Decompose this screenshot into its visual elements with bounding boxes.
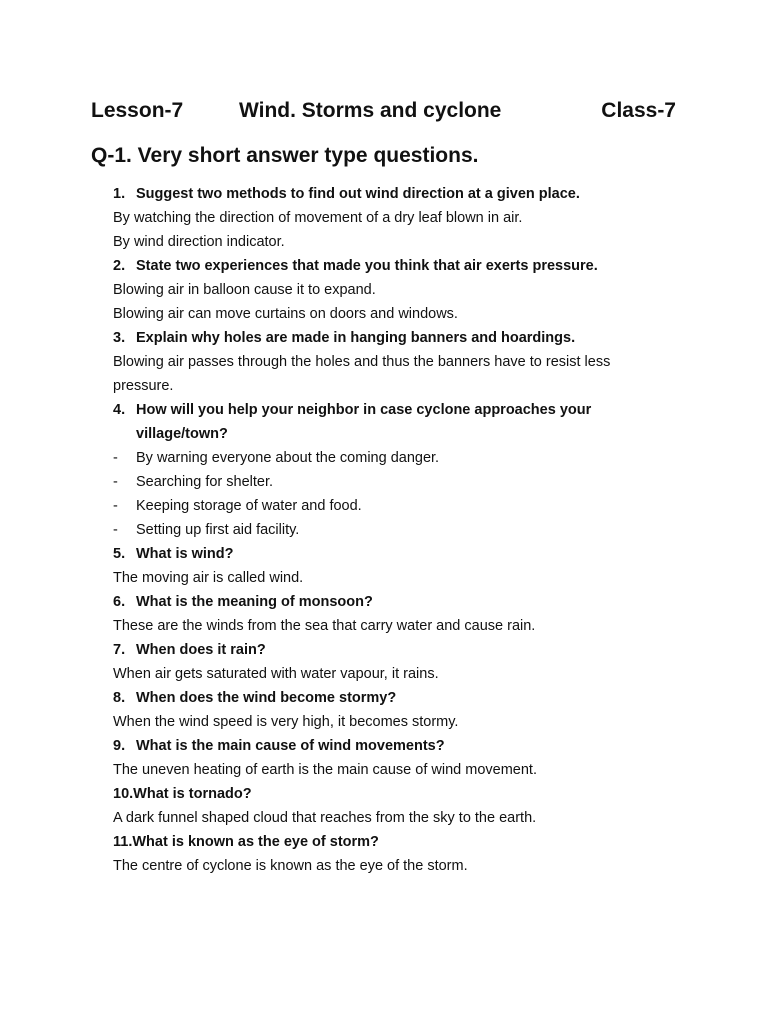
- question-5: [113, 542, 693, 566]
- question-text: What is the meaning of monsoon?: [136, 594, 373, 610]
- question-1: [113, 182, 693, 206]
- bullet-dash: -: [113, 498, 118, 514]
- lesson-title: Wind. Storms and cyclone: [239, 99, 502, 122]
- question-number: 7.: [113, 642, 126, 658]
- class-label: Class-7: [601, 99, 676, 122]
- answer-line: When the wind speed is very high, it becomes stormy.: [113, 714, 459, 730]
- answer-line: The centre of cyclone is known as the eye of the storm.: [113, 858, 468, 874]
- question-text: What is wind?: [136, 546, 234, 562]
- bullet-item: [113, 494, 693, 518]
- question-number: 11.: [113, 834, 133, 850]
- bullet-dash: -: [113, 522, 118, 538]
- question-text: State two experiences that made you think that air exerts pressure.: [136, 258, 598, 274]
- question-10: [113, 782, 693, 806]
- question-11: [113, 830, 693, 854]
- answer-line: These are the winds from the sea that carry water and cause rain.: [113, 618, 536, 634]
- answer-line: Blowing air can move curtains on doors and windows.: [113, 306, 458, 322]
- bullet-item: [113, 446, 693, 470]
- answer-line: When air gets saturated with water vapour, it rains.: [113, 666, 439, 682]
- answer-line: The uneven heating of earth is the main cause of wind movement.: [113, 762, 537, 778]
- question-number: 3.: [113, 330, 126, 346]
- section-title: Q-1. Very short answer type questions.: [91, 144, 479, 167]
- question-2: [113, 254, 693, 278]
- question-7: [113, 638, 693, 662]
- question-number: 5.: [113, 546, 126, 562]
- question-text: When does the wind become stormy?: [136, 690, 397, 706]
- answer-line: Blowing air passes through the holes and thus the banners have to resist less pressure.: [113, 354, 611, 394]
- question-text: What is the main cause of wind movements?: [136, 738, 445, 754]
- bullet-text: Keeping storage of water and food.: [136, 498, 362, 514]
- bullet-text: By warning everyone about the coming danger.: [136, 450, 440, 466]
- question-number: 9.: [113, 738, 126, 754]
- question-number: 10.: [113, 786, 134, 802]
- answer-line: By watching the direction of movement of a dry leaf blown in air.: [113, 210, 523, 226]
- question-text: How will you help your neighbor in case cyclone approaches your village/town?: [136, 402, 592, 442]
- bullet-item: [113, 470, 693, 494]
- question-number: 8.: [113, 690, 126, 706]
- answer-line: The moving air is called wind.: [113, 570, 304, 586]
- question-number: 4.: [113, 402, 126, 418]
- question-8: [113, 686, 693, 710]
- bullet-text: Searching for shelter.: [136, 474, 274, 490]
- question-3: [113, 326, 693, 350]
- lesson-header: [91, 96, 676, 126]
- question-number: 2.: [113, 258, 126, 274]
- question-list: [113, 182, 693, 878]
- question-text: When does it rain?: [136, 642, 266, 658]
- bullet-dash: -: [113, 474, 118, 490]
- question-text: Explain why holes are made in hanging banners and hoardings.: [136, 330, 576, 346]
- question-6: [113, 590, 693, 614]
- answer-line: By wind direction indicator.: [113, 234, 285, 250]
- bullet-item: [113, 518, 693, 542]
- answer-line: Blowing air in balloon cause it to expand.: [113, 282, 376, 298]
- question-text: What is tornado?: [133, 786, 252, 802]
- bullet-dash: -: [113, 450, 118, 466]
- question-text: Suggest two methods to find out wind direction at a given place.: [136, 186, 580, 202]
- question-9: [113, 734, 693, 758]
- answer-line: A dark funnel shaped cloud that reaches from the sky to the earth.: [113, 810, 537, 826]
- question-text: What is known as the eye of storm?: [132, 834, 379, 850]
- bullet-text: Setting up first aid facility.: [136, 522, 300, 538]
- question-number: 1.: [113, 186, 126, 202]
- question-number: 6.: [113, 594, 126, 610]
- lesson-number: Lesson-7: [91, 99, 184, 122]
- question-4: [113, 398, 636, 446]
